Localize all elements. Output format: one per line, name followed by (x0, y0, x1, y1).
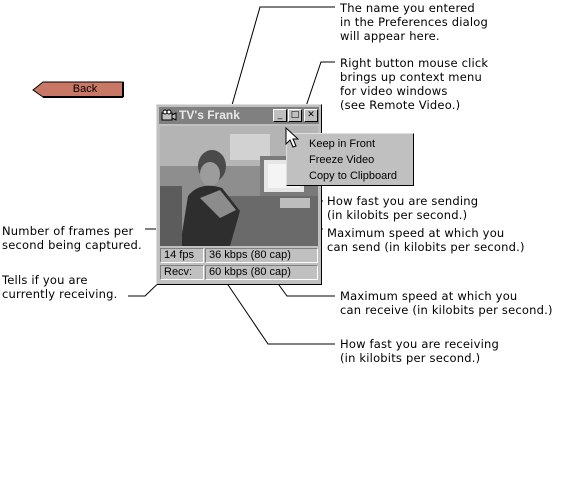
callout-title-name: The name you entered in the Preferences dialog will appear here. (340, 1, 489, 43)
window-title: TV's Frank (179, 108, 240, 122)
callout-max-receive: Maximum speed at which you can receive (in kilobits per second.) (340, 289, 553, 317)
maximize-button[interactable]: □ (288, 109, 302, 122)
camera-icon (161, 109, 177, 122)
menu-item-keep-in-front[interactable]: Keep in Front (309, 138, 376, 150)
receive-rate-readout: 60 kbps (80 cap) (205, 265, 318, 280)
callout-sending: How fast you are sending (in kilobits per second.) (327, 194, 479, 222)
menu-item-copy-to-clipboard[interactable]: Copy to Clipboard (309, 170, 398, 182)
send-rate-readout: 36 kbps (80 cap) (205, 248, 318, 263)
minimize-button[interactable]: _ (273, 109, 287, 122)
close-button[interactable]: ✕ (304, 109, 318, 122)
callout-receiving-flag: Tells if you are currently receiving. (2, 273, 118, 301)
mouse-pointer-icon (285, 127, 299, 149)
back-button-label: Back (72, 83, 98, 95)
callout-frames: Number of frames per second being captured. (2, 224, 142, 252)
callout-right-click: Right button mouse click brings up context menu for video windows (see Remote Video.) (340, 56, 489, 112)
callout-receiving-rate: How fast you are receiving (in kilobits per second.) (340, 337, 499, 365)
back-button[interactable] (32, 81, 124, 98)
context-menu (286, 133, 414, 186)
callout-max-send: Maximum speed at which you can send (in kilobits per second.) (327, 226, 525, 254)
menu-item-freeze-video[interactable]: Freeze Video (309, 154, 375, 166)
fps-readout: 14 fps (160, 248, 204, 263)
receiving-indicator: Recv: (160, 265, 204, 280)
title-bar[interactable] (159, 107, 319, 124)
